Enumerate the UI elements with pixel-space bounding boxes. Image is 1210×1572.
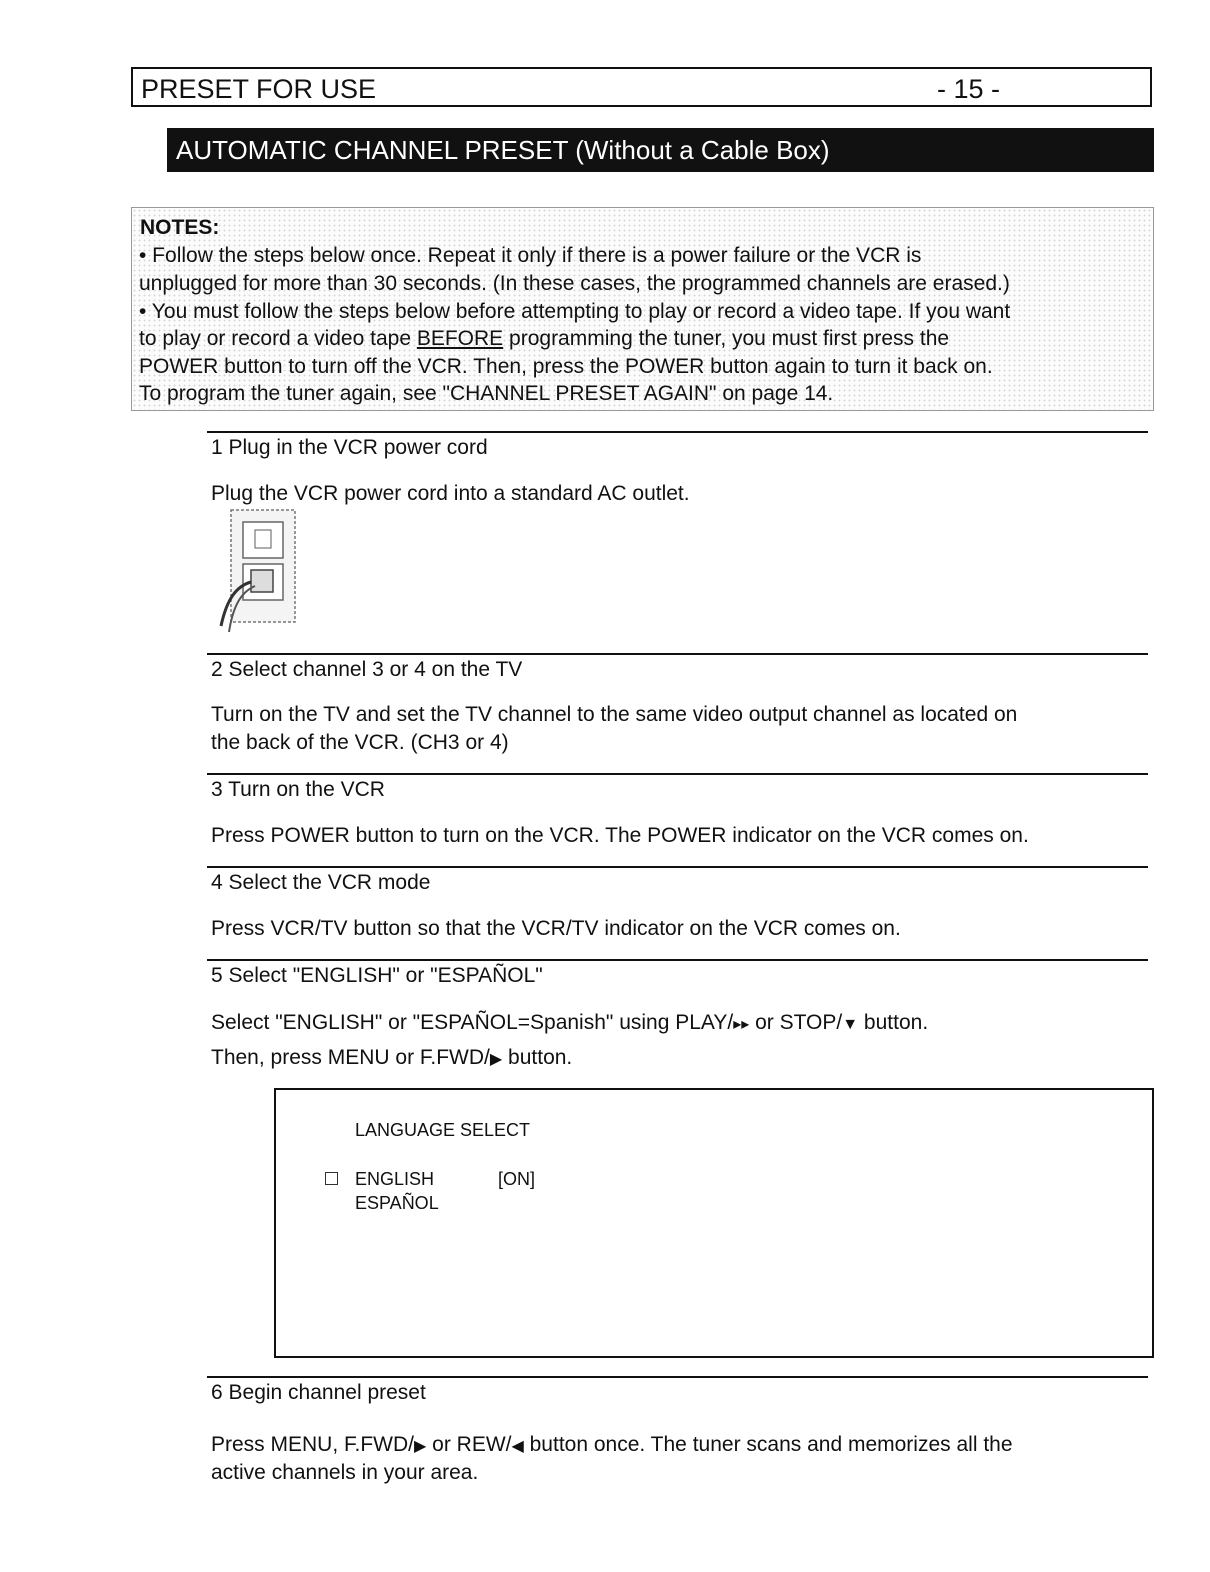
step-1-body: Plug the VCR power cord into a standard AC outlet. bbox=[211, 482, 690, 505]
notes-box bbox=[131, 207, 1154, 411]
step-6-text: Press MENU, F.FWD/ bbox=[211, 1433, 414, 1456]
step-divider bbox=[207, 1376, 1148, 1378]
step-divider bbox=[207, 431, 1148, 433]
step-4-title: 4 Select the VCR mode bbox=[211, 871, 431, 894]
step-divider bbox=[207, 653, 1148, 655]
step-2-title: 2 Select channel 3 or 4 on the TV bbox=[211, 658, 523, 681]
step-5-text: Select "ENGLISH" or "ESPAÑOL=Spanish" using PLAY/ bbox=[211, 1011, 734, 1034]
stop-icon: ▼ bbox=[842, 1016, 859, 1033]
step-6-body: active channels in your area. bbox=[211, 1461, 479, 1484]
notes-heading: NOTES: bbox=[140, 216, 220, 239]
step-6-title: 6 Begin channel preset bbox=[211, 1381, 426, 1404]
section-banner bbox=[167, 128, 1154, 172]
language-select-screen bbox=[274, 1088, 1154, 1358]
step-5-title: 5 Select "ENGLISH" or "ESPAÑOL" bbox=[211, 964, 543, 987]
notes-line: POWER button to turn off the VCR. Then, press the POWER button again to turn it back on. bbox=[139, 355, 993, 378]
notes-line: • You must follow the steps below before attempting to play or record a video tape. If you want bbox=[139, 300, 1011, 323]
step-5-body bbox=[211, 1046, 572, 1070]
screen-option-espanol: ESPAÑOL bbox=[355, 1193, 439, 1213]
fast-forward-icon: ▶ bbox=[414, 1438, 427, 1455]
step-3-body: Press POWER button to turn on the VCR. The POWER indicator on the VCR comes on. bbox=[211, 824, 1029, 847]
step-6-text: button once. The tuner scans and memorizes all the bbox=[523, 1433, 1013, 1456]
step-5-text: button. bbox=[858, 1011, 929, 1034]
step-6-body bbox=[211, 1433, 1013, 1457]
notes-line: To program the tuner again, see "CHANNEL PRESET AGAIN" on page 14. bbox=[139, 382, 834, 405]
step-divider bbox=[207, 866, 1148, 868]
step-5-text: or STOP/ bbox=[749, 1011, 843, 1034]
notes-text: to play or record a video tape bbox=[139, 327, 417, 350]
notes-line bbox=[139, 327, 949, 351]
step-1-title: 1 Plug in the VCR power cord bbox=[211, 436, 488, 459]
step-5-body bbox=[211, 1011, 928, 1035]
step-5-text: Then, press MENU or F.FWD/ bbox=[211, 1046, 490, 1069]
banner-title: AUTOMATIC CHANNEL PRESET (Without a Cable Box) bbox=[176, 135, 830, 165]
power-outlet-illustration bbox=[213, 506, 301, 638]
screen-option-english: ENGLISH bbox=[355, 1169, 435, 1189]
play-icon: ▸▸ bbox=[733, 1016, 750, 1033]
notes-line: • Follow the steps below once. Repeat it only if there is a power failure or the VCR is bbox=[139, 244, 922, 267]
step-6-text: or REW/ bbox=[426, 1433, 512, 1456]
step-3-title: 3 Turn on the VCR bbox=[211, 778, 385, 801]
outlet-socket-top bbox=[243, 522, 283, 558]
selection-cursor-icon bbox=[325, 1172, 338, 1185]
page-header bbox=[131, 67, 1152, 107]
section-title: PRESET FOR USE bbox=[141, 74, 377, 104]
notes-text: programming the tuner, you must first press the bbox=[503, 327, 950, 350]
fast-forward-icon: ▶ bbox=[489, 1051, 503, 1068]
step-divider bbox=[207, 959, 1148, 961]
notes-emphasis: BEFORE bbox=[416, 327, 504, 350]
notes-line: unplugged for more than 30 seconds. (In these cases, the programmed channels are erased.) bbox=[139, 272, 1010, 295]
plug-head bbox=[251, 570, 273, 592]
step-2-body: Turn on the TV and set the TV channel to the same video output channel as located on bbox=[211, 703, 1018, 726]
screen-title: LANGUAGE SELECT bbox=[355, 1120, 531, 1140]
step-divider bbox=[207, 773, 1148, 775]
step-2-body: the back of the VCR. (CH3 or 4) bbox=[211, 731, 509, 754]
screen-option-status: [ON] bbox=[498, 1169, 536, 1189]
step-5-text: button. bbox=[502, 1046, 573, 1069]
rewind-icon: ◀ bbox=[511, 1438, 524, 1455]
step-4-body: Press VCR/TV button so that the VCR/TV indicator on the VCR comes on. bbox=[211, 917, 901, 940]
page-number: - 15 - bbox=[937, 74, 1001, 104]
